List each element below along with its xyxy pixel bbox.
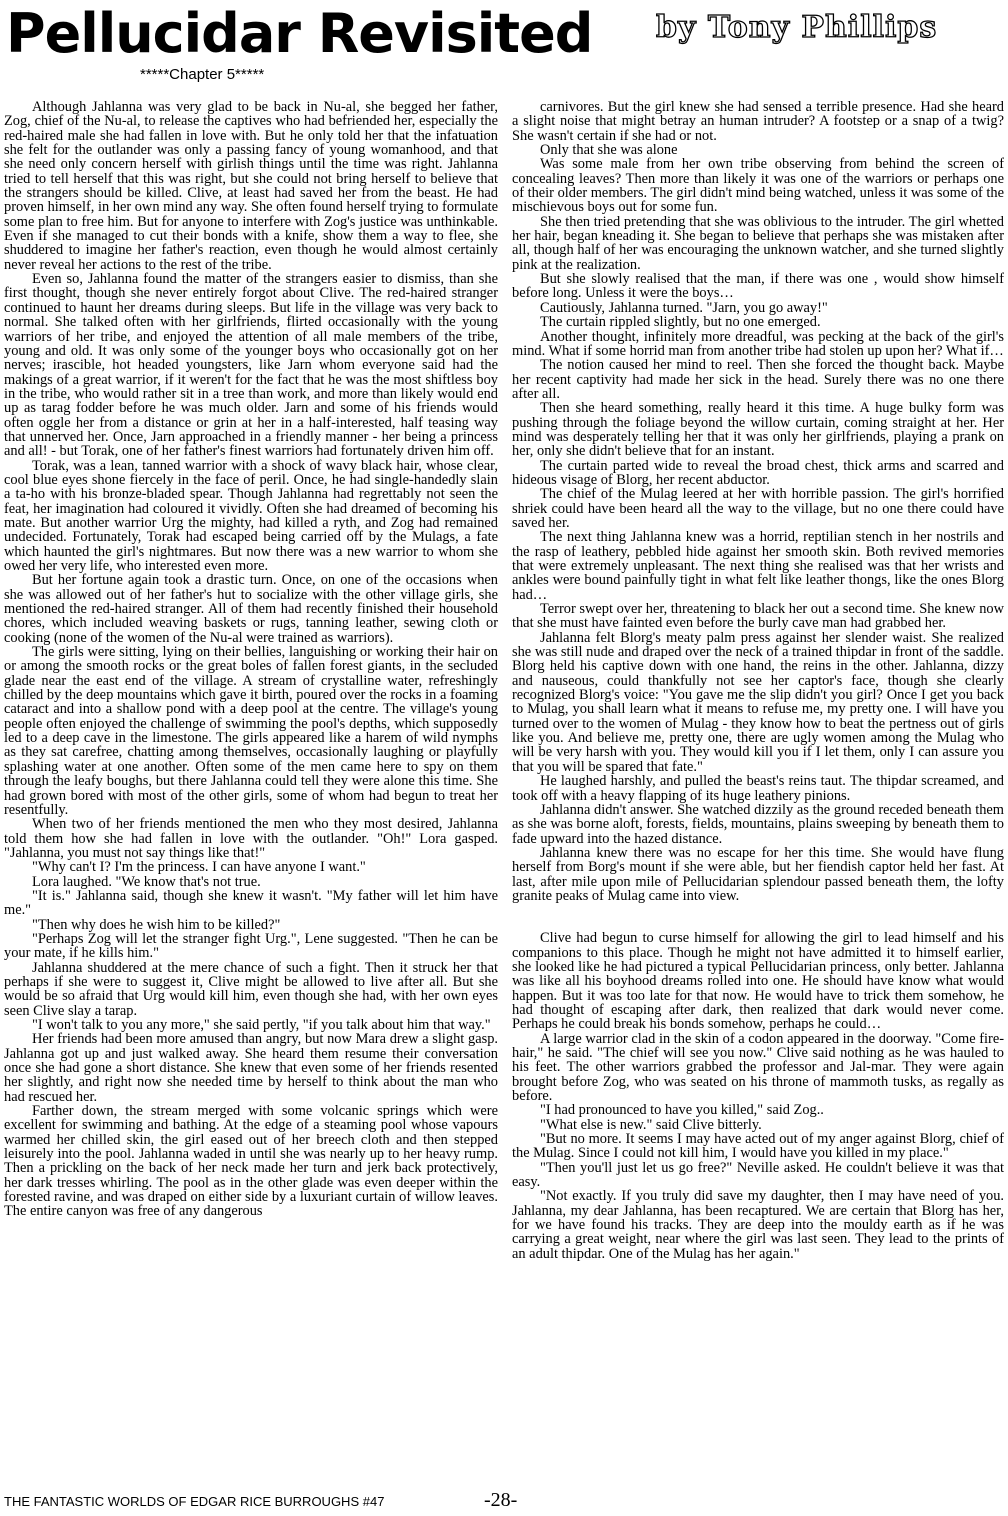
- paragraph: She then tried pretending that she was oblivious to the intruder. The girl whetted her hair, began kneading it. She began to believe that perhaps she was mistaken after all, though half of her was encouraging the unknown watcher, and she turned slightly pink at the realization.: [512, 213, 1004, 273]
- paragraph: Terror swept over her, threatening to black her out a second time. She knew now that she must have fainted even before the burly cave man had grabbed her.: [512, 601, 1004, 632]
- paragraph: Then she heard something, really heard it this time. A huge bulky form was pushing through the foliage beyond the willow curtain, coming straight at her. Her mind was desperately telling her that it was only her girlfriends, playing a prank on her, only she didn't believe that for an instant.: [512, 400, 1004, 460]
- left-text-column: [4, 100, 498, 1475]
- paragraph: "Then why does he wish him to be killed?": [32, 916, 281, 933]
- page-number: -28-: [484, 1489, 518, 1511]
- author-byline: by Tony Phillips: [656, 10, 938, 45]
- paragraph: carnivores. But the girl knew she had sensed a terrible presence. Had she heard a slight noise that might betray an human intruder? A footstep or a snap of a twig? She wasn't certain if she had or not.: [512, 100, 1004, 144]
- paragraph: But her fortune again took a drastic turn. Once, on one of the occasions when she was allowed out of her father's hut to socialize with the other village girls, she mentioned the red-haired stranger. All of them had recently finished their household chores, which included weaving baskets or rugs, tanning leather, sewing cloth or cooking (none of the women of the Nu-al were trained as warriors).: [4, 572, 498, 646]
- right-column-part-two: [512, 931, 1004, 1261]
- paragraph: Torak, was a lean, tanned warrior with a shock of wavy black hair, whose clear, cool blue eyes shone fiercely in the face of peril. Once, he had single-handedly slain a ta-ho with his bronze-bladed spear. Though Jahlanna had regrettably not seen the feat, her imagination had coloured it vividly. Often she had dreamed of becoming his mate. But another warrior Urg the mighty, had killed a ryth, and Zog had remained undecided. Fortunately, Torak had escaped being carried off by the Mulags, a fate which haunted the girl's nightmares. But now there was a new warrior to whom she owed her very life, who interested even more.: [4, 457, 498, 574]
- paragraph: The next thing Jahlanna knew was a horrid, reptilian stench in her nostrils and the rasp of leathery, pebbled hide against her smooth skin. Both revived memories that were extremely unpleasant. The next thing she realised was that her wrists and ankles were bound painfully tight in what felt like leather thongs, like the ones Blorg had…: [512, 529, 1004, 603]
- paragraph: Jahlanna didn't answer. She watched dizzily as the ground receded beneath them as she was borne aloft, forests, fields, mountains, plains sweeping by beneath them to fade upward into the hazed distance.: [512, 801, 1004, 847]
- section-break: [512, 903, 1004, 931]
- paragraph: But she slowly realised that the man, if there was one , would show himself before long. Unless it were the boys…: [512, 271, 1004, 302]
- paragraph: Jahlanna knew there was no escape for her this time. She would have flung herself from Borg's mount if she were able, but her fiendish captor held her fast. At last, after mile upon mile of Pellucidarian splendour passed beneath them, the lofty granite peaks of Mulag came into view.: [512, 844, 1004, 904]
- paragraph: Clive had begun to curse himself for allowing the girl to lead himself and his companions to this place. Though he might not have admitted it to himself earlier, she looked like he had pictured a typical Pellucidarian princess, only better. Jahlanna was like all his boyhood dreams rolled into one. He should have know what would happen. But it was too late for that now. He would have to trick them somehow, he had thought of escaping after dark, then realized that dark would never come. Perhaps he could break his bonds somehow, perhaps he could…: [512, 930, 1004, 1033]
- paragraph: Was some male from her own tribe observing from behind the screen of concealing leaves? Then more than likely it was one of the warriors or perhaps one of their older members. The girl didn't mind being watched, unless it was some of the mischievous boys out for some fun.: [512, 156, 1004, 216]
- paragraph: Although Jahlanna was very glad to be back in Nu-al, she begged her father, Zog, chief of the Nu-al, to release the captives who had befriended her, especially the red-haired male she had fallen in love with. But he only told her that the infatuation she felt for the outlander was only a passing fancy of young womanhood, and that she need only concern herself with girlish things until the time was right. Jahlanna tried to tell herself that this was right, but she could not bring herself to believe that the strangers should be killed. Clive, at least had saved her from the beast. He had proven himself, in her own mind any way. She often found herself trying to formulate some plan to free him. But for anyone to interfere with Zog's justice was unthinkable. Even if she managed to cut their bonds with a knife, show them a way to flee, she shuddered to imagine her father's reaction, even though he would almost certainly never reveal her actions to the rest of the tribe.: [4, 100, 498, 273]
- paragraph: "Why can't I? I'm the princess. I can have anyone I want.": [32, 859, 366, 876]
- paragraph: Lora laughed. "We know that's not true.: [32, 873, 261, 890]
- paragraph: The chief of the Mulag leered at her with horrible passion. The girl's horrified shriek could have been heard all the way to the village, but no one there could have saved her.: [512, 486, 1004, 531]
- paragraph: When two of her friends mentioned the men who they most desired, Jahlanna told them how she had fallen in love with the outlander. "Oh!" Lora gasped. "Jahlanna, you must not say things like that!": [4, 816, 498, 861]
- paragraph: Jahlanna felt Blorg's meaty palm press against her slender waist. She realized she was still nude and draped over the neck of a trained thipdar in front of the saddle. Blorg held his captive down with one hand, the reins in the other. Jahlanna, dizzy and nauseous, could thankfully not see her captor's face, though she clearly recognized Blorg's voice: "You gave me the slip didn't you girl? Once I get you back to Mulag, you shall learn what it means to refuse me, my pretty one. I will have you turned over to the women of Mulag - they know how to beat the pertness out of girls like you. And believe me, pretty one, there are ugly women among the Mulag who will be very harsh with you. They would kill you if I let them, only I can assure you that you will be spared that fate.": [512, 629, 1004, 775]
- paragraph: Cautiously, Jahlanna turned. "Jarn, you go away!": [540, 299, 828, 316]
- chapter-heading: *****Chapter 5*****: [140, 66, 265, 83]
- paragraph: The curtain rippled slightly, but no one emerged.: [540, 314, 821, 331]
- paragraph: "I won't talk to you any more," she said pertly, "if you talk about him that way.": [32, 1017, 491, 1033]
- paragraph: "Not exactly. If you truly did save my daughter, then I may have need of you. Jahlanna, my dear Jahlanna, has been recaptured. We are certain that Blorg has her, for we have found his tracks. They are deep into the mouldy earth as if he was carrying a great weight, near where the girl was last seen. They lead to the prints of an adult thipdar. One of the Mulag has her again.": [512, 1188, 1004, 1262]
- paragraph: "But no more. It seems I may have acted out of my anger against Blorg, chief of the Mulag. Since I could not kill him, I would have you killed in my place.": [512, 1131, 1004, 1162]
- paragraph: "What else is new." said Clive bitterly.: [540, 1116, 762, 1133]
- paragraph: Another thought, infinitely more dreadful, was pecking at the back of the girl's mind. What if some horrid man from another tribe had stolen up upon her? What if…: [512, 328, 1004, 359]
- paragraph: Farther down, the stream merged with some volcanic springs which were excellent for swimming and bathing. At the edge of a steaming pool whose vapours warmed her chilled skin, the girl eased out of her breech cloth and then stepped leisurely into the pool. Jahlanna waded in until she was nearly up to her heavy rump. Then a prickling on the back of her neck made her turn and jerk back protectively, her dark tresses whirling. The pool as in the other glade was even deeper within the forested ravine, and was draped on either side by a luxuriant curtain of willow leaves. The entire canyon was free of any dangerous: [4, 1103, 498, 1220]
- paragraph: "It is." Jahlanna said, though she knew it wasn't. "My father will let him have me.": [4, 887, 498, 919]
- paragraph: A large warrior clad in the skin of a codon appeared in the doorway. "Come fire-hair," he said. "The chief will see you now." Clive said nothing as he was hauled to his feet. The other warriors grabbed the professor and Jal-mar. They were again brought before Zog, who was seated on his throne of mammoth tusks, as regally as before.: [512, 1030, 1004, 1105]
- paragraph: He laughed harshly, and pulled the beast's reins taut. The thipdar screamed, and took off with a heavy flapping of its huge leathery pinions.: [512, 773, 1004, 804]
- paragraph: The curtain parted wide to reveal the broad chest, thick arms and scarred and hideous visage of Blorg, her recent abductor.: [512, 457, 1004, 488]
- paragraph: Only that she was alone: [540, 142, 678, 159]
- paragraph: "Perhaps Zog will let the stranger fight Urg.", Lene suggested. "Then he can be your mate, if he kills him.": [4, 930, 498, 962]
- article-title: Pellucidar Revisited: [6, 2, 593, 65]
- paragraph: The girls were sitting, lying on their bellies, languishing or working their hair on or among the smooth rocks or the great boles of fallen forest giants, in the secluded glade near the east end of the village. A stream of crystalline water, refreshingly chilled by the deep mountains which gave it birth, poured over the rocks in a foaming cataract and into a shallow pond with a deep pool at the centre. The village's young people often enjoyed the challenge of swimming the pool's depths, which supposedly led to a deep cave in the limestone. The girls appeared like a harem of wild nymphs as they sat carefree, chatting among themselves, occasionally laughing or playfully splashing water at one another. Often some of the men came here to spy on them through the leafy boughs, but there Jahlanna could tell they were alone this time. She had grown bored with most of the other girls, some of whom had begun to treat her resentfully.: [4, 644, 498, 818]
- paragraph: Her friends had been more amused than angry, but now Mara drew a slight gasp. Jahlanna got up and just walked away. She heard them resume their conversation once she had gone a short distance. She knew that even some of her friends resented her slightly, and right now she needed time by herself to think about the man who had rescued her.: [4, 1031, 498, 1105]
- right-text-column: [512, 100, 1004, 1480]
- paragraph: The notion caused her mind to reel. Then she forced the thought back. Maybe her recent captivity had made her sick in the head. Surely there was no one there after all.: [512, 357, 1004, 402]
- paragraph: Even so, Jahlanna found the matter of the strangers easier to dismiss, than she first thought, though she never entirely forgot about Clive. The red-haired stranger continued to haunt her dreams during sleeps. But life in the village was very back to normal. She talked often with her girlfriends, flirted occasionally with the young warriors of her tribe, and enjoyed the attention of all male members of the tribe, young and old. It was only some of the younger boys who occasionally got on her nerves; irascible, hot headed youngsters, like Jarn whom everyone said had the makings of a great warrior, if it weren't for the fact that he was the most shiftless boy in the tribe, who would rather sit in a tree than work, and more than likely would end up as tarag fodder before he was much older. Jarn and some of his friends would often oggle her from a distance or grin at her in a half-interested, half teasing way that unnerved her. Once, Jarn approached in a friendly manner - her being a princess and all! - but Torak, one of her father's finest warriors had fortunately driven him off.: [4, 271, 498, 460]
- paragraph: "I had pronounced to have you killed," said Zog..: [540, 1102, 824, 1119]
- right-column-part-one: [512, 100, 1004, 903]
- publication-footer: THE FANTASTIC WORLDS OF EDGAR RICE BURROUGHS #47: [4, 1494, 385, 1509]
- paragraph: Jahlanna shuddered at the mere chance of such a fight. Then it struck her that perhaps if she were to suggest it, Clive might be allowed to live after all. But she would be so afraid that Urg would kill him, even though she had, with her own eyes seen Clive slay a tarap.: [4, 959, 498, 1019]
- paragraph: "Then you'll just let us go free?" Neville asked. He couldn't believe it was that easy.: [512, 1159, 1004, 1191]
